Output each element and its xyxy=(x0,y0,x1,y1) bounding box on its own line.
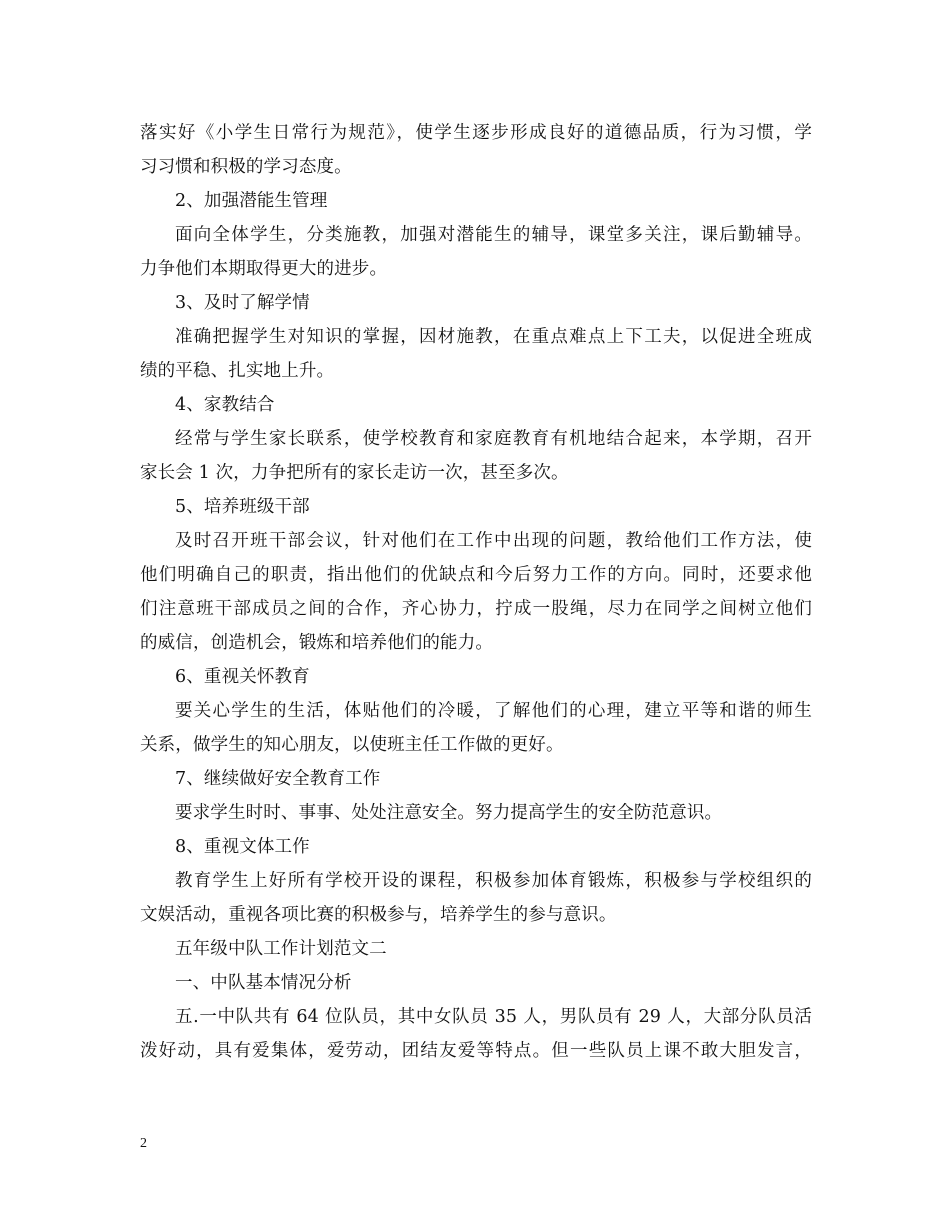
text-line: 力争他们本期取得更大的进步。 xyxy=(140,259,388,279)
text-line: 泼好动，具有爱集体，爱劳动，团结友爱等特点。但一些队员上课不敢大胆发言， xyxy=(140,1041,812,1061)
text-line: 8、重视文体工作 xyxy=(175,837,310,857)
page-number: 2 xyxy=(140,1136,147,1151)
document-body xyxy=(140,116,812,1068)
text-line: 经常与学生家长联系，使学校教育和家庭教育有机地结合起来，本学期，召开 xyxy=(175,429,812,449)
text-line: 关系，做学生的知心朋友，以使班主任工作做的更好。 xyxy=(140,735,564,755)
text-line: 一、中队基本情况分析 xyxy=(175,973,352,993)
text-line: 3、及时了解学情 xyxy=(175,293,310,313)
text-line: 要关心学生的生活，体贴他们的冷暖，了解他们的心理，建立平等和谐的师生 xyxy=(175,701,812,721)
text-line: 五.一中队共有 64 位队员，其中女队员 35 人，男队员有 29 人，大部分队员活 xyxy=(175,1007,812,1027)
text-line: 2、加强潜能生管理 xyxy=(175,191,328,211)
text-line: 落实好《小学生日常行为规范》，使学生逐步形成良好的道德品质，行为习惯，学 xyxy=(140,123,812,143)
text-line: 教育学生上好所有学校开设的课程，积极参加体育锻炼，积极参与学校组织的 xyxy=(175,871,812,891)
text-line: 4、家教结合 xyxy=(175,395,275,415)
text-line: 5、培养班级干部 xyxy=(175,497,310,517)
text-line: 的威信，创造机会，锻炼和培养他们的能力。 xyxy=(140,633,493,653)
text-line: 面向全体学生，分类施教，加强对潜能生的辅导，课堂多关注，课后勤辅导。 xyxy=(175,225,812,245)
text-line: 7、继续做好安全教育工作 xyxy=(175,769,381,789)
text-line: 6、重视关怀教育 xyxy=(175,667,310,687)
text-line: 他们明确自己的职责，指出他们的优缺点和今后努力工作的方向。同时，还要求他 xyxy=(140,565,812,585)
text-line: 准确把握学生对知识的掌握，因材施教，在重点难点上下工夫，以促进全班成 xyxy=(175,327,812,347)
text-line: 五年级中队工作计划范文二 xyxy=(175,939,387,959)
text-line: 文娱活动，重视各项比赛的积极参与，培养学生的参与意识。 xyxy=(140,905,617,925)
text-line: 家长会 1 次，力争把所有的家长走访一次，甚至多次。 xyxy=(140,463,569,483)
text-line: 绩的平稳、扎实地上升。 xyxy=(140,361,335,381)
text-line: 及时召开班干部会议，针对他们在工作中出现的问题，教给他们工作方法，使 xyxy=(175,531,812,551)
text-line: 要求学生时时、事事、处处注意安全。努力提高学生的安全防范意识。 xyxy=(175,803,723,823)
text-line: 习习惯和积极的学习态度。 xyxy=(140,157,352,177)
text-line: 们注意班干部成员之间的合作，齐心协力，拧成一股绳，尽力在同学之间树立他们 xyxy=(140,599,812,619)
